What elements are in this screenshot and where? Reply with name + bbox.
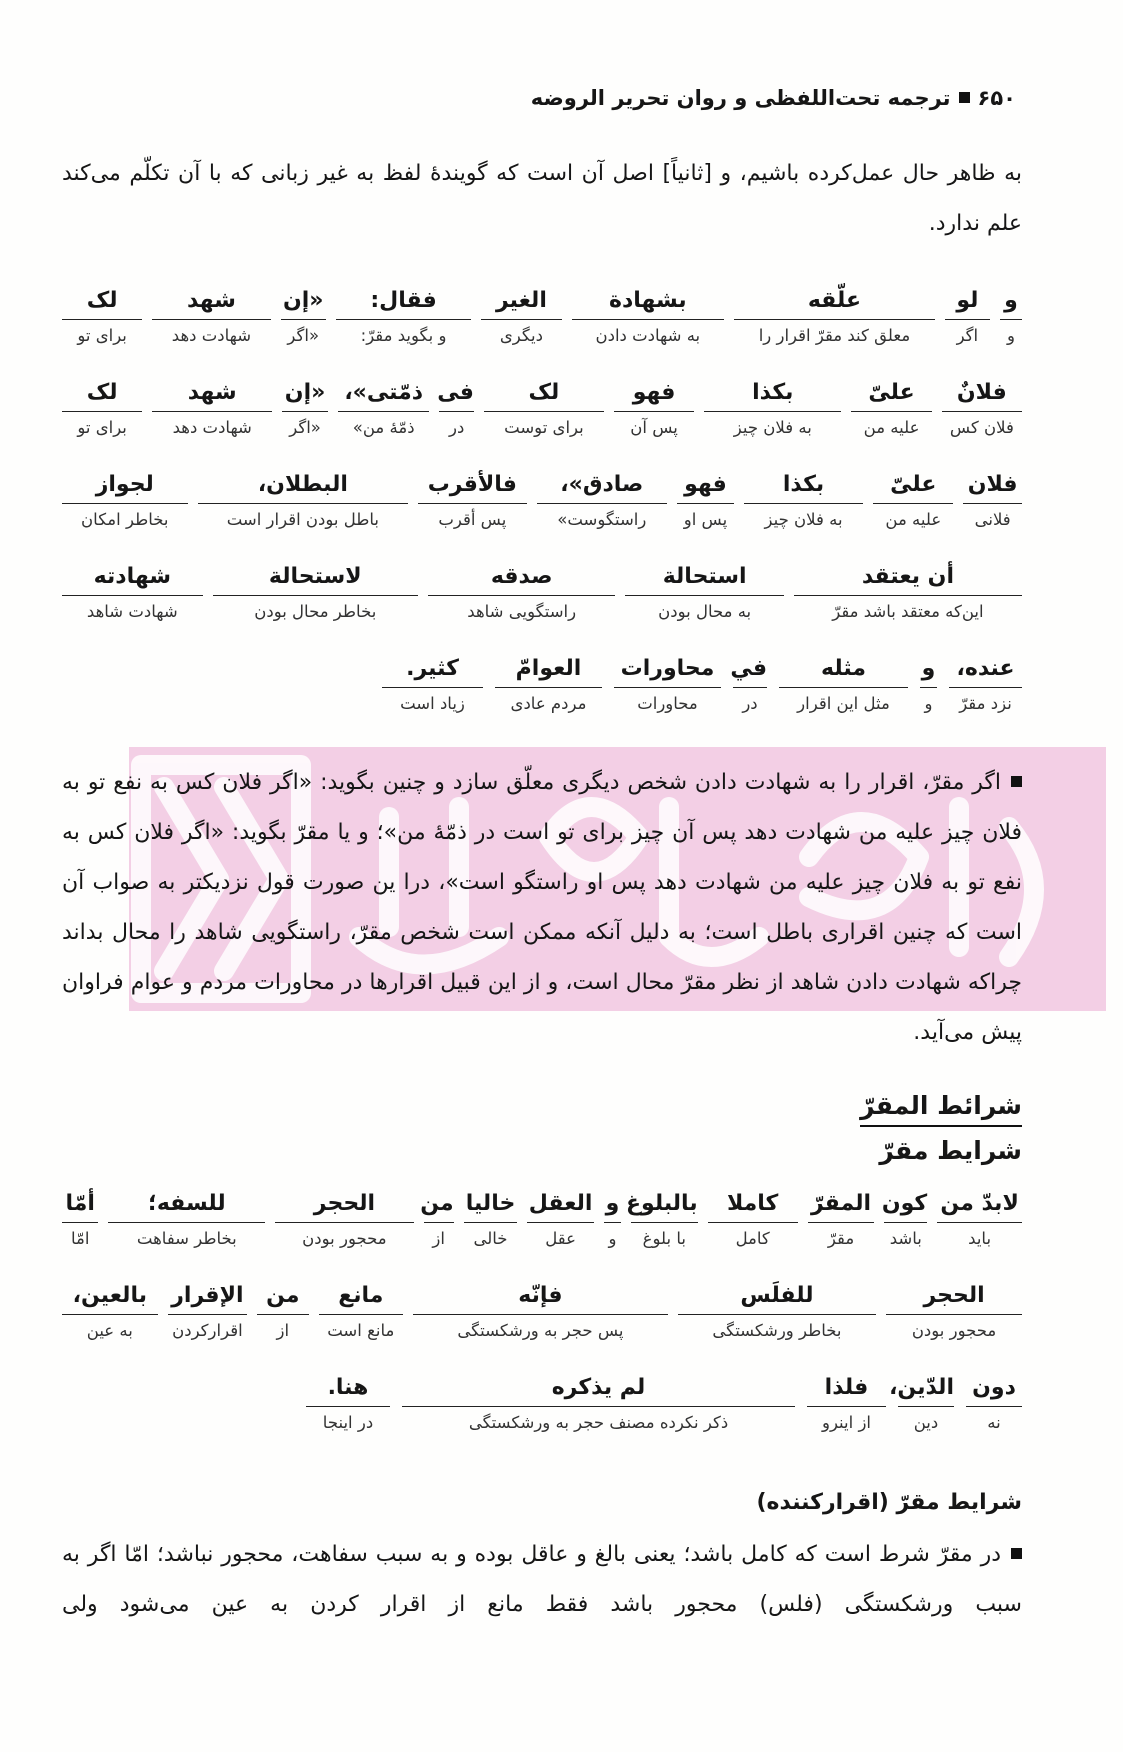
gloss-unit: [336, 283, 471, 353]
persian-gloss: محاورات: [637, 694, 698, 713]
gloss-unit: [614, 375, 694, 445]
persian-gloss: پس حجر به ورشکستگی: [457, 1321, 624, 1340]
persian-gloss: مقرّ: [827, 1229, 855, 1248]
gloss-unit: [62, 375, 142, 445]
gloss-row: [62, 1278, 1022, 1348]
persian-gloss: برای تو: [77, 418, 127, 437]
persian-gloss: عقل: [545, 1229, 576, 1248]
persian-gloss: فلانی: [974, 510, 1011, 529]
persian-gloss: زیاد است: [400, 694, 465, 713]
running-title: ترجمه تحت‌اللفظی و روان تحریر الروضه: [530, 86, 951, 110]
arabic-word: شهد: [152, 375, 272, 412]
persian-gloss: بخاطر محال بودن: [254, 602, 377, 621]
paragraph-3-text: در مقرّ شرط است که کامل باشد؛ یعنی بالغ و عاقل بوده و به سبب سفاهت، محجور نباشد؛ امّا اگر به سبب ورشکستگی (فلس) محجور باشد فقط مانع از اقرار کردن به عین می‌شود ولی: [62, 1542, 1022, 1617]
persian-gloss: از: [276, 1321, 290, 1340]
gloss-unit: [281, 283, 326, 353]
gloss-unit: [420, 1186, 454, 1256]
persian-gloss: برای تو: [77, 326, 127, 345]
arabic-word: بشهادة: [572, 283, 725, 320]
gloss-unit: [851, 375, 931, 445]
subheading: شرایط مقرّ (اقرارکننده): [756, 1490, 1022, 1515]
arabic-word: لک: [484, 375, 604, 412]
persian-gloss: پس أقرب: [438, 510, 507, 529]
gloss-unit: [428, 559, 616, 629]
gloss-row: [62, 467, 1022, 537]
arabic-word: الدّین،: [898, 1370, 954, 1407]
arabic-word: علیّ: [851, 375, 931, 412]
gloss-unit: [1000, 283, 1022, 353]
gloss-unit: [604, 1186, 621, 1256]
persian-gloss: برای توست: [504, 418, 584, 437]
persian-gloss: نه: [987, 1413, 1001, 1432]
persian-gloss: معلق کند مقرّ اقرار را: [758, 326, 911, 345]
arabic-word: من: [257, 1278, 308, 1315]
gloss-unit: [677, 467, 734, 537]
arabic-word: فلانٌ: [942, 375, 1022, 412]
persian-gloss: به عین: [86, 1321, 133, 1340]
gloss-unit: [945, 283, 990, 353]
gloss-unit: [807, 1370, 886, 1440]
gloss-unit: [413, 1278, 668, 1348]
gloss-unit: [873, 467, 953, 537]
gloss-unit: [708, 1186, 798, 1256]
gloss-unit: [282, 375, 328, 445]
gloss-unit: [920, 651, 937, 721]
gloss-row: [62, 1186, 1022, 1256]
arabic-word: الحجر: [886, 1278, 1022, 1315]
persian-gloss: و: [608, 1229, 617, 1248]
gloss-unit: [744, 467, 863, 537]
gloss-unit: [62, 283, 142, 353]
gloss-unit: [808, 1186, 875, 1256]
persian-gloss: و بگوید مقرّ:: [360, 326, 447, 345]
persian-gloss: ذمّهٔ من»: [352, 418, 415, 437]
persian-gloss: دیگری: [499, 326, 543, 345]
arabic-word: كثير.: [382, 651, 483, 688]
persian-gloss: شهادت دهد: [172, 418, 252, 437]
persian-gloss: باشد: [889, 1229, 922, 1248]
persian-gloss: محجور بودن: [302, 1229, 387, 1248]
arabic-word: الحجر: [275, 1186, 413, 1223]
gloss-unit: [794, 559, 1022, 629]
arabic-word: المقرّ: [808, 1186, 875, 1223]
persian-gloss: از: [432, 1229, 445, 1248]
gloss-unit: [62, 559, 203, 629]
gloss-unit: [198, 467, 409, 537]
arabic-word: کاملا: [708, 1186, 798, 1223]
gloss-unit: [678, 1278, 876, 1348]
persian-gloss: کامل: [735, 1229, 770, 1248]
gloss-unit: [886, 1278, 1022, 1348]
arabic-word: لو: [945, 283, 990, 320]
arabic-word: مثله: [779, 651, 908, 688]
persian-gloss: در اینجا: [322, 1413, 374, 1432]
gloss-unit: [537, 467, 668, 537]
arabic-word: لابدّ من: [937, 1186, 1022, 1223]
gloss-unit: [275, 1186, 413, 1256]
arabic-word: بالبلوغ: [631, 1186, 698, 1223]
persian-gloss: شهادت دهد: [171, 326, 252, 345]
arabic-word: شهد: [152, 283, 270, 320]
arabic-word: الإقرار: [168, 1278, 248, 1315]
arabic-word: لک: [62, 283, 142, 320]
paragraph-3: [62, 1530, 1022, 1630]
arabic-word: فالأقرب: [418, 467, 526, 504]
persian-gloss: علیه من: [863, 418, 920, 437]
persian-gloss: به فلان چیز: [733, 418, 812, 437]
persian-gloss: محجور بودن: [911, 1321, 997, 1340]
arabic-word: بالعین،: [62, 1278, 158, 1315]
gloss-unit: [625, 559, 783, 629]
persian-gloss: در: [449, 418, 465, 437]
arabic-word: للفلَس: [678, 1278, 876, 1315]
gloss-unit: [779, 651, 908, 721]
persian-gloss: پس او: [683, 510, 728, 529]
gloss-unit: [62, 467, 188, 537]
arabic-word: بکذا: [704, 375, 841, 412]
gloss-unit: [889, 1370, 954, 1440]
gloss-unit: [481, 283, 561, 353]
gloss-row: [62, 651, 1022, 721]
gloss-unit: [439, 375, 474, 445]
persian-gloss: «اگر: [287, 326, 320, 345]
arabic-word: و: [1000, 283, 1022, 320]
persian-gloss: راستگوست»: [557, 510, 647, 529]
bullet-square-icon: [1011, 1548, 1022, 1559]
persian-gloss: فلان کس: [949, 418, 1014, 437]
arabic-word: محاورات: [614, 651, 721, 688]
gloss-unit: [626, 1186, 698, 1256]
gloss-unit: [257, 1278, 308, 1348]
persian-gloss: از اینرو: [821, 1413, 872, 1432]
gloss-unit: [464, 1186, 518, 1256]
arabic-word: صادق»،: [537, 467, 668, 504]
persian-gloss: مانع است: [327, 1321, 395, 1340]
arabic-word: شهادته: [62, 559, 203, 596]
section-heading-arabic-text: شرائط المقرّ: [860, 1087, 1022, 1127]
persian-gloss: خالی: [473, 1229, 508, 1248]
gloss-unit: [881, 1186, 928, 1256]
persian-gloss: «اگر: [289, 418, 321, 437]
gloss-row: [62, 283, 1022, 353]
paragraph-1: به ظاهر حال عمل‌کرده باشیم، و [ثانیاً] اصل آن است که گویندهٔ لفظ به غیر زبانی که با آن تکلّم می‌کند علم ندارد.: [62, 161, 1022, 236]
gloss-unit: [108, 1186, 265, 1256]
interlinear-block-1: [62, 283, 1022, 721]
paragraph-2: [62, 758, 1022, 1058]
persian-gloss: در: [742, 694, 758, 713]
arabic-word: فلان: [963, 467, 1022, 504]
arabic-word: فهو: [677, 467, 734, 504]
persian-gloss: این‌که معتقد باشد مقرّ: [832, 602, 984, 621]
gloss-unit: [949, 651, 1022, 721]
arabic-word: علّقه: [734, 283, 935, 320]
arabic-word: لجواز: [62, 467, 188, 504]
persian-gloss: پس آن: [630, 418, 678, 437]
arabic-word: العوامّ: [495, 651, 602, 688]
persian-gloss: بخاطر سفاهت: [136, 1229, 237, 1248]
gloss-unit: [704, 375, 841, 445]
persian-gloss: باطل بودن اقرار است: [226, 510, 379, 529]
persian-gloss: اقرارکردن: [172, 1321, 243, 1340]
arabic-word: ذمّتی»،: [338, 375, 429, 412]
page-content: [62, 0, 1022, 1630]
paragraph-2-text: اگر مقرّ، اقرار را به شهادت دادن شخص دیگری معلّق سازد و چنین بگوید: «اگر فلان کس به نفع تو به فلان چیز علیه من شهادت دهد پس آن چیز برای تو است در ذمّهٔ من»؛ و یا مقرّ بگوید: «اگر فلان کس به نفع تو به فلان چیز علیه من شهادت دهد پس او راستگو است»، درا ین صورت قول نزدیکتر به صواب آن است که چنین اقراری باطل است؛ به دلیل آنکه ممکن است شخص مقرّ، راستگویی شاهد را محال بداند چراکه شهادت دادن شاهد از نظر مقرّ محال است، و از این قبیل اقرارها در محاورات مردم و عوام فراوان پیش می‌آید.: [62, 770, 1022, 1045]
persian-gloss: مردم عادی: [510, 694, 587, 713]
gloss-row: [62, 1370, 1022, 1440]
persian-gloss: با بلوغ: [642, 1229, 686, 1248]
persian-gloss: علیه من: [885, 510, 942, 529]
arabic-word: لک: [62, 375, 142, 412]
persian-gloss: بخاطر امکان: [81, 510, 169, 529]
arabic-word: البطلان،: [198, 467, 409, 504]
arabic-word: و: [920, 651, 937, 688]
gloss-unit: [402, 1370, 795, 1440]
persian-gloss: و: [924, 694, 933, 713]
persian-gloss: امّا: [71, 1229, 90, 1248]
arabic-word: فقال:: [336, 283, 471, 320]
gloss-unit: [168, 1278, 248, 1348]
gloss-unit: [319, 1278, 404, 1348]
arabic-word: في: [733, 651, 767, 688]
arabic-word: فلذا: [807, 1370, 886, 1407]
bullet-square-icon: [959, 92, 970, 103]
gloss-unit: [213, 559, 418, 629]
arabic-word: لاستحالة: [213, 559, 418, 596]
arabic-word: استحالة: [625, 559, 783, 596]
persian-gloss: ذکر نکرده مصنف حجر به ورشکستگی: [468, 1413, 729, 1432]
interlinear-block-2: [62, 1186, 1022, 1440]
persian-gloss: به محال بودن: [658, 602, 752, 621]
running-head: [62, 78, 1022, 118]
arabic-word: فإنّه: [413, 1278, 668, 1315]
arabic-word: «إن: [281, 283, 326, 320]
gloss-unit: [937, 1186, 1022, 1256]
arabic-word: أمّا: [62, 1186, 98, 1223]
gloss-row: [62, 375, 1022, 445]
gloss-unit: [306, 1370, 390, 1440]
gloss-unit: [62, 1278, 158, 1348]
arabic-word: أن يعتقد: [794, 559, 1022, 596]
arabic-word: فی: [439, 375, 474, 412]
persian-gloss: باید: [968, 1229, 992, 1248]
arabic-word: خالیا: [464, 1186, 518, 1223]
arabic-word: مانع: [319, 1278, 404, 1315]
persian-gloss: شهادت شاهد: [86, 602, 178, 621]
gloss-unit: [963, 467, 1022, 537]
arabic-word: هنا.: [306, 1370, 390, 1407]
arabic-word: بکذا: [744, 467, 863, 504]
persian-gloss: به فلان چیز: [764, 510, 843, 529]
arabic-word: «إن: [282, 375, 328, 412]
page-number: ۶۵۰: [977, 86, 1016, 110]
arabic-word: علیّ: [873, 467, 953, 504]
persian-gloss: به شهادت دادن: [595, 326, 701, 345]
gloss-unit: [942, 375, 1022, 445]
persian-gloss: و: [1006, 326, 1015, 345]
arabic-word: و: [604, 1186, 621, 1223]
gloss-unit: [527, 1186, 594, 1256]
arabic-word: دون: [966, 1370, 1022, 1407]
persian-gloss: مثل این اقرار: [797, 694, 890, 713]
gloss-unit: [418, 467, 526, 537]
persian-gloss: بخاطر ورشکستگی: [712, 1321, 842, 1340]
persian-gloss: اگر: [956, 326, 979, 345]
persian-gloss: دین: [913, 1413, 939, 1432]
gloss-unit: [614, 651, 721, 721]
arabic-word: عنده،: [949, 651, 1022, 688]
gloss-unit: [495, 651, 602, 721]
gloss-unit: [572, 283, 725, 353]
arabic-word: لم یذکره: [402, 1370, 795, 1407]
gloss-unit: [484, 375, 604, 445]
gloss-unit: [966, 1370, 1022, 1440]
arabic-word: الغیر: [481, 283, 561, 320]
section-heading-arabic: [62, 1084, 1022, 1128]
gloss-unit: [730, 651, 767, 721]
arabic-word: للسفه؛: [108, 1186, 265, 1223]
arabic-word: العقل: [527, 1186, 594, 1223]
persian-gloss: راستگویی شاهد: [467, 602, 577, 621]
gloss-unit: [734, 283, 935, 353]
arabic-word: فهو: [614, 375, 694, 412]
section-heading-persian: شرایط مقرّ: [879, 1136, 1022, 1165]
arabic-word: صدقه: [428, 559, 616, 596]
gloss-unit: [152, 375, 272, 445]
gloss-unit: [382, 651, 483, 721]
bullet-square-icon: [1011, 776, 1022, 787]
arabic-word: کون: [884, 1186, 927, 1223]
gloss-unit: [62, 1186, 98, 1256]
persian-gloss: نزد مقرّ: [959, 694, 1012, 713]
arabic-word: من: [424, 1186, 454, 1223]
gloss-unit: [152, 283, 270, 353]
gloss-unit: [338, 375, 429, 445]
gloss-row: [62, 559, 1022, 629]
